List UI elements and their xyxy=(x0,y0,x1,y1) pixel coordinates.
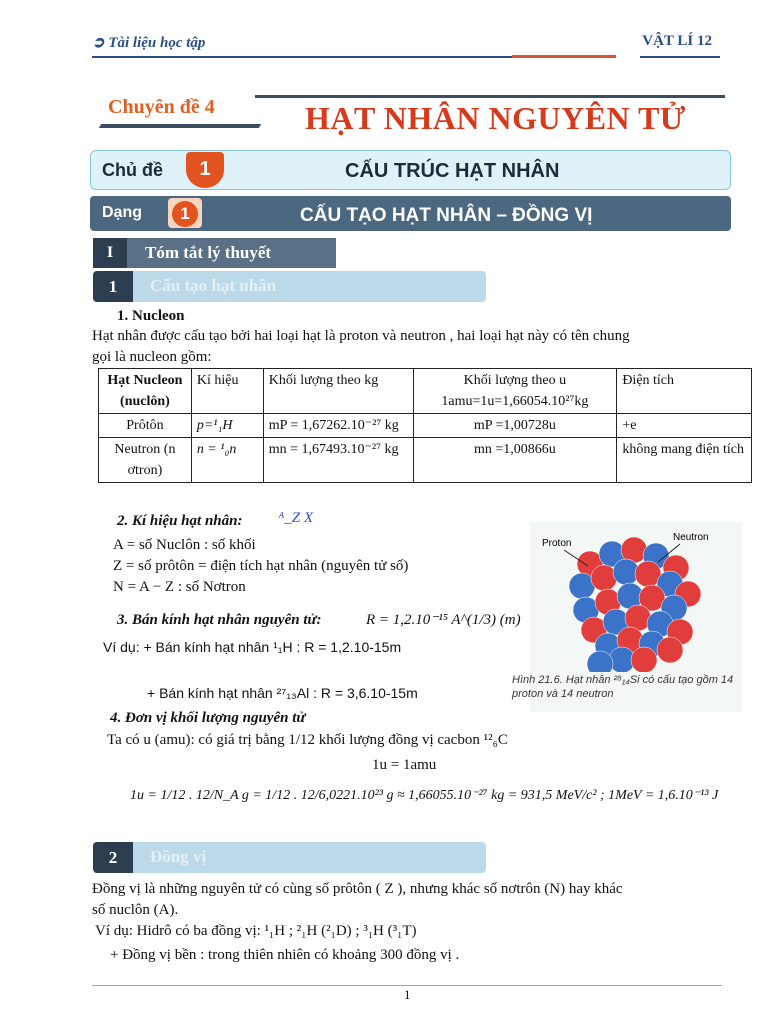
header-divider-right xyxy=(640,56,720,58)
symbol-line-3: N = A − Z : số Nơtron xyxy=(113,579,246,595)
figure-caption: Hình 21.6. Hạt nhân ²⁸₁₄Si có cấu tạo gồm 14 proton và 14 neutron xyxy=(512,674,734,700)
header-left-text: Tài liệu học tập xyxy=(108,35,206,51)
radius-example-2: + Bán kính hạt nhân ²⁷₁₃Al : R = 3,6.10-15m xyxy=(147,685,418,701)
radius-heading: 3. Bán kính hạt nhân nguyên tử: xyxy=(117,612,322,628)
page-number: 1 xyxy=(404,987,411,1002)
table-header-cell: Kí hiệu xyxy=(191,369,263,414)
amu-line-2: 1u = 1amu xyxy=(372,757,437,773)
isotope-text-2: số nuclôn (A). xyxy=(92,902,179,918)
table-header-cell: Điện tích xyxy=(617,369,752,414)
header-divider xyxy=(92,56,512,58)
table-cell: Prôtôn xyxy=(99,414,192,438)
radius-formula: R = 1,2.10⁻¹⁵ A^(1/3) (m) xyxy=(366,612,521,628)
subsection-title-1: Cấu tạo hạt nhân xyxy=(150,276,277,295)
isotope-stable: + Đồng vị bền : trong thiên nhiên có khoảng 300 đồng vị . xyxy=(110,947,460,963)
proton-label: Proton xyxy=(542,538,572,549)
table-cell: mP = 1,67262.10⁻²⁷ kg xyxy=(263,414,413,438)
amu-formula: 1u = 1/12 . 12/N_A g = 1/12 . 12/6,0221.10²³ g ≈ 1,66055.10⁻²⁷ kg = 931,5 MeV/c² ; 1MeV = 1,6.10⁻¹³ J xyxy=(130,788,719,803)
amu-heading: 4. Đơn vị khối lượng nguyên tử xyxy=(110,710,306,726)
dang-label: Dạng xyxy=(102,204,142,221)
chude-number-badge: 1 xyxy=(186,152,224,188)
table-cell: p=¹₁H xyxy=(191,414,263,438)
footer-divider xyxy=(92,985,722,986)
nucleon-heading: 1. Nucleon xyxy=(117,308,185,324)
subsection-number-2: 2 xyxy=(93,842,133,873)
topic-label: Chuyên đề 4 xyxy=(108,96,215,118)
arrow-icon: ➲ xyxy=(92,35,105,51)
table-row xyxy=(99,414,752,438)
nucleon-table xyxy=(98,368,752,483)
table-cell: không mang điện tích xyxy=(617,438,752,483)
topic-underline xyxy=(99,124,261,128)
isotope-text-1: Đồng vị là những nguyên tử có cùng số prôtôn ( Z ), nhưng khác số nơtrôn (N) hay khác xyxy=(92,881,623,897)
table-header-cell: Khối lượng theo kg xyxy=(263,369,413,414)
table-cell: mn =1,00866u xyxy=(413,438,617,483)
section-title: Tóm tắt lý thuyết xyxy=(145,243,272,262)
table-cell: mP =1,00728u xyxy=(413,414,617,438)
table-header-cell: Hạt Nucleon (nuclôn) xyxy=(99,369,192,414)
dang-title: CẤU TẠO HẠT NHÂN – ĐỒNG VỊ xyxy=(300,205,593,226)
subsection-title-2: Đồng vị xyxy=(150,847,207,866)
table-cell: Neutron (n ơtron) xyxy=(99,438,192,483)
table-cell: +e xyxy=(617,414,752,438)
subsection-number-1: 1 xyxy=(93,271,133,302)
proton-ball xyxy=(591,565,617,591)
header-divider-accent xyxy=(512,55,616,58)
table-cell: n = ¹₀n xyxy=(191,438,263,483)
isotope-example: Ví dụ: Hidrô có ba đồng vị: ¹₁H ; ²₁H (²₁D) ; ³₁H (³₁T) xyxy=(95,923,417,939)
section-roman-badge: I xyxy=(93,238,127,268)
chude-title: CẤU TRÚC HẠT NHÂN xyxy=(345,160,560,182)
symbol-line-2: Z = số prôtôn = điện tích hạt nhân (nguyên tử số) xyxy=(113,558,409,574)
header-right: VẬT LÍ 12 xyxy=(642,33,712,49)
table-cell: mn = 1,67493.10⁻²⁷ kg xyxy=(263,438,413,483)
radius-example-1: Ví dụ: + Bán kính hạt nhân ¹₁H : R = 1,2.10-15m xyxy=(103,639,402,655)
nucleon-text-2: gọi là nucleon gồm: xyxy=(92,349,212,365)
symbol-notation: ᴬ_Z X xyxy=(278,510,313,526)
topic-topline xyxy=(255,95,725,98)
header-left xyxy=(92,33,205,52)
table-row xyxy=(99,438,752,483)
topic-title: HẠT NHÂN NGUYÊN TỬ xyxy=(305,100,686,136)
dang-number-badge: 1 xyxy=(172,201,198,227)
table-header-row xyxy=(99,369,752,414)
amu-line-1: Ta có u (amu): có giá trị bằng 1/12 khối lượng đồng vị cacbon ¹²₆C xyxy=(107,732,508,748)
symbol-heading: 2. Kí hiệu hạt nhân: xyxy=(117,513,243,529)
chude-label: Chủ đề xyxy=(102,160,163,180)
proton-ball xyxy=(631,647,657,672)
table-header-cell: Khối lượng theo u 1amu=1u=1,66054.10²⁷kg xyxy=(413,369,617,414)
proton-ball xyxy=(657,637,683,663)
neutron-label: Neutron xyxy=(673,532,709,543)
nucleon-text-1: Hạt nhân được cấu tạo bởi hai loại hạt là proton và neutron , hai loại hạt này có tên chung xyxy=(92,328,630,344)
nucleus-illustration xyxy=(530,522,742,672)
symbol-line-1: A = số Nuclôn : số khối xyxy=(113,537,256,553)
